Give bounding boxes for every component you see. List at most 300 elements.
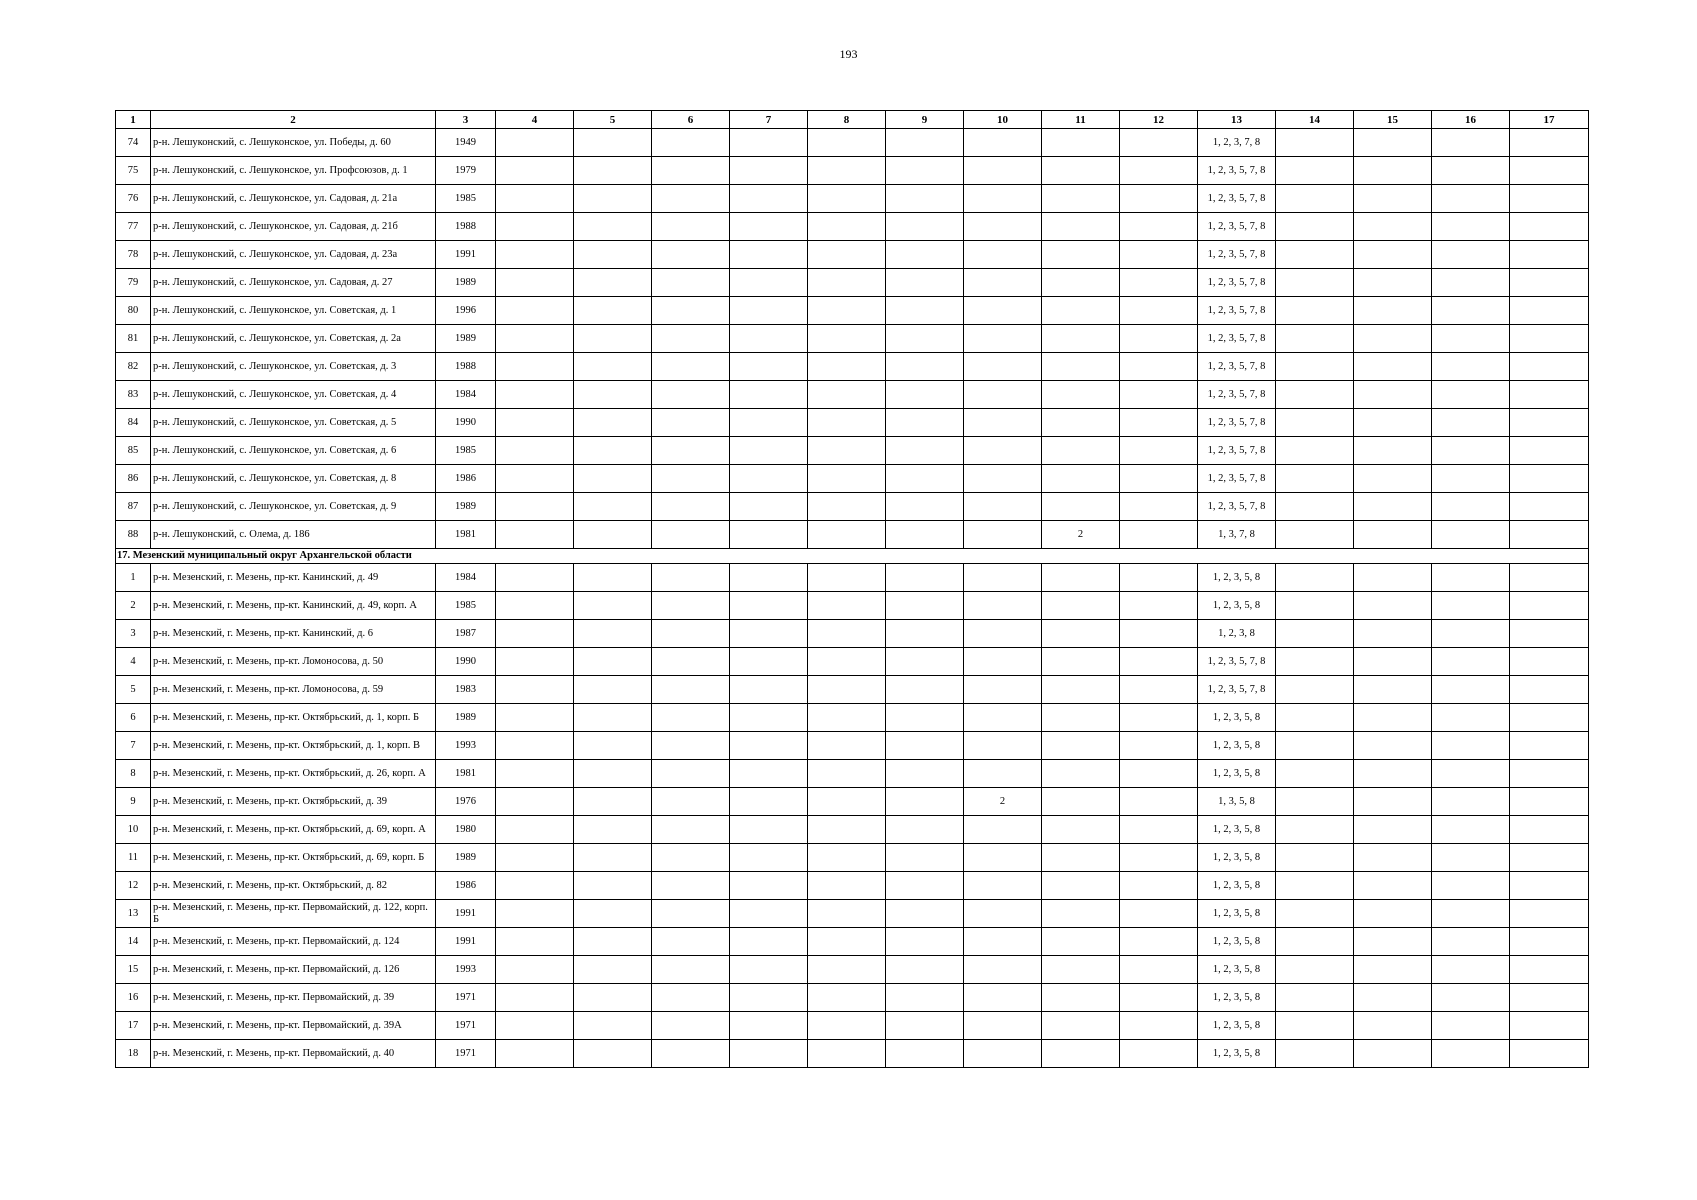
row-number-cell: 1	[116, 564, 151, 592]
table-cell	[496, 648, 574, 676]
table-cell	[1276, 325, 1354, 353]
table-cell	[574, 984, 652, 1012]
table-cell	[574, 928, 652, 956]
col11-cell	[1042, 704, 1120, 732]
table-cell	[1354, 760, 1432, 788]
table-cell	[1120, 213, 1198, 241]
table-row	[116, 1012, 1589, 1040]
year-cell: 1993	[436, 956, 496, 984]
table-cell	[1510, 157, 1589, 185]
table-cell	[574, 1012, 652, 1040]
table-row	[116, 676, 1589, 704]
address-cell: р-н. Мезенский, г. Мезень, пр-кт. Первомайский, д. 124	[151, 928, 436, 956]
col10-cell	[964, 185, 1042, 213]
table-cell	[886, 157, 964, 185]
table-cell	[496, 592, 574, 620]
year-cell: 1979	[436, 157, 496, 185]
address-cell: р-н. Лешуконский, с. Лешуконское, ул. Садовая, д. 21б	[151, 213, 436, 241]
table-cell	[496, 956, 574, 984]
col11-cell	[1042, 816, 1120, 844]
work-types-cell: 1, 2, 3, 5, 8	[1198, 872, 1276, 900]
table-cell	[1510, 984, 1589, 1012]
table-cell	[1354, 185, 1432, 213]
work-types-cell: 1, 2, 3, 5, 7, 8	[1198, 409, 1276, 437]
table-cell	[1510, 564, 1589, 592]
table-row	[116, 521, 1589, 549]
table-cell	[1354, 788, 1432, 816]
year-cell: 1986	[436, 465, 496, 493]
table-cell	[1432, 185, 1510, 213]
table-cell	[496, 844, 574, 872]
col10-cell	[964, 465, 1042, 493]
row-number-cell: 74	[116, 129, 151, 157]
table-cell	[496, 1040, 574, 1068]
row-number-cell: 75	[116, 157, 151, 185]
table-cell	[886, 129, 964, 157]
table-cell	[574, 465, 652, 493]
work-types-cell: 1, 2, 3, 5, 8	[1198, 928, 1276, 956]
col10-cell	[964, 676, 1042, 704]
table-cell	[1432, 704, 1510, 732]
table-cell	[1354, 648, 1432, 676]
table-cell	[652, 297, 730, 325]
work-types-cell: 1, 2, 3, 5, 7, 8	[1198, 213, 1276, 241]
address-cell: р-н. Мезенский, г. Мезень, пр-кт. Октябрьский, д. 69, корп. Б	[151, 844, 436, 872]
table-cell	[1432, 213, 1510, 241]
table-cell	[1432, 984, 1510, 1012]
table-cell	[1120, 872, 1198, 900]
table-cell	[652, 592, 730, 620]
year-cell: 1991	[436, 900, 496, 928]
col11-cell	[1042, 297, 1120, 325]
table-cell	[886, 241, 964, 269]
row-number-cell: 6	[116, 704, 151, 732]
col11-cell	[1042, 984, 1120, 1012]
col11-cell	[1042, 648, 1120, 676]
address-cell: р-н. Лешуконский, с. Лешуконское, ул. Советская, д. 5	[151, 409, 436, 437]
table-cell	[1276, 1012, 1354, 1040]
column-header: 13	[1198, 111, 1276, 129]
row-number-cell: 8	[116, 760, 151, 788]
col11-cell	[1042, 465, 1120, 493]
table-row	[116, 788, 1589, 816]
table-cell	[730, 564, 808, 592]
table-cell	[1510, 521, 1589, 549]
work-types-cell: 1, 2, 3, 5, 8	[1198, 956, 1276, 984]
col11-cell	[1042, 872, 1120, 900]
table-cell	[1510, 788, 1589, 816]
table-cell	[1432, 297, 1510, 325]
table-cell	[574, 732, 652, 760]
table-cell	[496, 437, 574, 465]
row-number-cell: 76	[116, 185, 151, 213]
table-cell	[1354, 129, 1432, 157]
table-row	[116, 493, 1589, 521]
year-cell: 1996	[436, 297, 496, 325]
table-row	[116, 564, 1589, 592]
table-cell	[496, 732, 574, 760]
col11-cell	[1042, 409, 1120, 437]
col11-cell	[1042, 1040, 1120, 1068]
table-cell	[1510, 872, 1589, 900]
table-cell	[652, 844, 730, 872]
year-cell: 1986	[436, 872, 496, 900]
table-cell	[730, 984, 808, 1012]
table-cell	[496, 297, 574, 325]
table-cell	[1276, 704, 1354, 732]
table-cell	[1510, 620, 1589, 648]
table-cell	[1120, 816, 1198, 844]
table-cell	[1276, 732, 1354, 760]
table-cell	[496, 900, 574, 928]
table-cell	[652, 437, 730, 465]
table-cell	[1276, 1040, 1354, 1068]
table-cell	[730, 732, 808, 760]
table-cell	[1354, 620, 1432, 648]
year-cell: 1989	[436, 269, 496, 297]
table-cell	[1276, 129, 1354, 157]
row-number-cell: 84	[116, 409, 151, 437]
year-cell: 1991	[436, 928, 496, 956]
table-row	[116, 465, 1589, 493]
table-cell	[1276, 648, 1354, 676]
table-cell	[496, 241, 574, 269]
year-cell: 1971	[436, 1012, 496, 1040]
table-cell	[1354, 213, 1432, 241]
table-cell	[1432, 872, 1510, 900]
year-cell: 1976	[436, 788, 496, 816]
table-header-row	[116, 111, 1589, 129]
table-cell	[574, 353, 652, 381]
table-cell	[652, 872, 730, 900]
work-types-cell: 1, 2, 3, 5, 8	[1198, 900, 1276, 928]
row-number-cell: 85	[116, 437, 151, 465]
col10-cell	[964, 732, 1042, 760]
year-cell: 1988	[436, 353, 496, 381]
table-cell	[808, 620, 886, 648]
table-cell	[1432, 844, 1510, 872]
table-cell	[808, 185, 886, 213]
address-cell: р-н. Мезенский, г. Мезень, пр-кт. Первомайский, д. 126	[151, 956, 436, 984]
table-cell	[574, 185, 652, 213]
work-types-cell: 1, 2, 3, 5, 8	[1198, 564, 1276, 592]
table-cell	[496, 213, 574, 241]
table-cell	[1432, 732, 1510, 760]
table-cell	[1354, 437, 1432, 465]
table-cell	[808, 592, 886, 620]
address-cell: р-н. Лешуконский, с. Лешуконское, ул. Садовая, д. 27	[151, 269, 436, 297]
work-types-cell: 1, 2, 3, 5, 7, 8	[1198, 648, 1276, 676]
table-cell	[730, 788, 808, 816]
address-cell: р-н. Мезенский, г. Мезень, пр-кт. Канинский, д. 49, корп. А	[151, 592, 436, 620]
work-types-cell: 1, 2, 3, 5, 7, 8	[1198, 185, 1276, 213]
table-cell	[652, 493, 730, 521]
year-cell: 1990	[436, 409, 496, 437]
address-cell: р-н. Лешуконский, с. Лешуконское, ул. Советская, д. 8	[151, 465, 436, 493]
work-types-cell: 1, 2, 3, 5, 8	[1198, 592, 1276, 620]
table-cell	[652, 381, 730, 409]
work-types-cell: 1, 2, 3, 5, 8	[1198, 1040, 1276, 1068]
table-cell	[886, 760, 964, 788]
table-cell	[496, 157, 574, 185]
table-cell	[808, 564, 886, 592]
col11-cell	[1042, 564, 1120, 592]
table-cell	[730, 872, 808, 900]
col11-cell	[1042, 213, 1120, 241]
table-cell	[1432, 269, 1510, 297]
table-cell	[1120, 900, 1198, 928]
table-cell	[496, 521, 574, 549]
table-cell	[574, 900, 652, 928]
table-cell	[652, 648, 730, 676]
table-row	[116, 984, 1589, 1012]
col10-cell	[964, 1040, 1042, 1068]
address-cell: р-н. Мезенский, г. Мезень, пр-кт. Октябрьский, д. 1, корп. В	[151, 732, 436, 760]
col11-cell	[1042, 437, 1120, 465]
table-cell	[574, 676, 652, 704]
column-header: 15	[1354, 111, 1432, 129]
address-cell: р-н. Мезенский, г. Мезень, пр-кт. Ломоносова, д. 59	[151, 676, 436, 704]
address-cell: р-н. Мезенский, г. Мезень, пр-кт. Первомайский, д. 40	[151, 1040, 436, 1068]
table-cell	[652, 269, 730, 297]
table-cell	[652, 409, 730, 437]
table-cell	[574, 816, 652, 844]
table-cell	[496, 564, 574, 592]
table-cell	[574, 956, 652, 984]
table-cell	[808, 325, 886, 353]
table-cell	[808, 269, 886, 297]
row-number-cell: 79	[116, 269, 151, 297]
row-number-cell: 83	[116, 381, 151, 409]
table-cell	[574, 564, 652, 592]
table-cell	[574, 872, 652, 900]
table-cell	[496, 269, 574, 297]
col11-cell	[1042, 592, 1120, 620]
column-header: 17	[1510, 111, 1589, 129]
table-cell	[886, 325, 964, 353]
col11-cell	[1042, 241, 1120, 269]
work-types-cell: 1, 2, 3, 5, 7, 8	[1198, 381, 1276, 409]
row-number-cell: 11	[116, 844, 151, 872]
table-cell	[1276, 437, 1354, 465]
table-cell	[574, 493, 652, 521]
work-types-cell: 1, 2, 3, 5, 8	[1198, 816, 1276, 844]
col11-cell	[1042, 493, 1120, 521]
table-cell	[496, 129, 574, 157]
table-cell	[1510, 465, 1589, 493]
table-cell	[808, 788, 886, 816]
column-header: 11	[1042, 111, 1120, 129]
table-cell	[574, 620, 652, 648]
table-cell	[1510, 844, 1589, 872]
table-cell	[808, 984, 886, 1012]
table-cell	[1120, 1040, 1198, 1068]
table-cell	[886, 816, 964, 844]
work-types-cell: 1, 2, 3, 5, 7, 8	[1198, 297, 1276, 325]
address-cell: р-н. Мезенский, г. Мезень, пр-кт. Канинский, д. 6	[151, 620, 436, 648]
row-number-cell: 18	[116, 1040, 151, 1068]
table-cell	[1432, 325, 1510, 353]
table-row	[116, 844, 1589, 872]
col10-cell	[964, 928, 1042, 956]
year-cell: 1991	[436, 241, 496, 269]
table-cell	[1276, 984, 1354, 1012]
table-cell	[1510, 381, 1589, 409]
col10-cell: 2	[964, 788, 1042, 816]
table-cell	[1510, 592, 1589, 620]
table-cell	[1276, 816, 1354, 844]
row-number-cell: 9	[116, 788, 151, 816]
year-cell: 1990	[436, 648, 496, 676]
table-cell	[1120, 788, 1198, 816]
table-cell	[1432, 129, 1510, 157]
col10-cell	[964, 900, 1042, 928]
table-cell	[1432, 564, 1510, 592]
section-title: 17. Мезенский муниципальный округ Архангельской области	[116, 549, 1589, 564]
table-cell	[652, 816, 730, 844]
table-cell	[730, 620, 808, 648]
col10-cell	[964, 325, 1042, 353]
table-cell	[574, 381, 652, 409]
row-number-cell: 14	[116, 928, 151, 956]
table-cell	[496, 788, 574, 816]
address-cell: р-н. Лешуконский, с. Олема, д. 186	[151, 521, 436, 549]
table-cell	[1354, 676, 1432, 704]
table-cell	[496, 984, 574, 1012]
table-cell	[1510, 956, 1589, 984]
table-cell	[574, 241, 652, 269]
column-header: 4	[496, 111, 574, 129]
table-cell	[808, 437, 886, 465]
address-cell: р-н. Мезенский, г. Мезень, пр-кт. Ломоносова, д. 50	[151, 648, 436, 676]
table-cell	[1432, 353, 1510, 381]
col11-cell	[1042, 157, 1120, 185]
table-cell	[1276, 872, 1354, 900]
table-cell	[1432, 157, 1510, 185]
table-cell	[1354, 900, 1432, 928]
table-cell	[808, 900, 886, 928]
table-cell	[730, 760, 808, 788]
address-cell: р-н. Лешуконский, с. Лешуконское, ул. Победы, д. 60	[151, 129, 436, 157]
table-cell	[1432, 592, 1510, 620]
table-cell	[730, 465, 808, 493]
column-header: 12	[1120, 111, 1198, 129]
table-cell	[1354, 493, 1432, 521]
table-cell	[886, 353, 964, 381]
table-cell	[730, 157, 808, 185]
table-cell	[652, 732, 730, 760]
table-cell	[652, 325, 730, 353]
table-cell	[1120, 956, 1198, 984]
table-cell	[1276, 381, 1354, 409]
col11-cell	[1042, 325, 1120, 353]
col11-cell	[1042, 900, 1120, 928]
table-cell	[652, 956, 730, 984]
year-cell: 1985	[436, 592, 496, 620]
table-cell	[808, 732, 886, 760]
table-cell	[574, 437, 652, 465]
col11-cell	[1042, 1012, 1120, 1040]
table-cell	[652, 1040, 730, 1068]
table-cell	[1510, 129, 1589, 157]
table-cell	[1432, 521, 1510, 549]
address-cell: р-н. Мезенский, г. Мезень, пр-кт. Первомайский, д. 39А	[151, 1012, 436, 1040]
address-cell: р-н. Лешуконский, с. Лешуконское, ул. Садовая, д. 21а	[151, 185, 436, 213]
year-cell: 1989	[436, 844, 496, 872]
table-cell	[1120, 732, 1198, 760]
table-cell	[886, 185, 964, 213]
address-cell: р-н. Мезенский, г. Мезень, пр-кт. Первомайский, д. 122, корп. Б	[151, 900, 436, 928]
table-cell	[1432, 241, 1510, 269]
row-number-cell: 13	[116, 900, 151, 928]
table-cell	[808, 872, 886, 900]
col11-cell: 2	[1042, 521, 1120, 549]
table-cell	[1120, 984, 1198, 1012]
row-number-cell: 80	[116, 297, 151, 325]
table-row	[116, 732, 1589, 760]
address-cell: р-н. Мезенский, г. Мезень, пр-кт. Октябрьский, д. 82	[151, 872, 436, 900]
column-header: 2	[151, 111, 436, 129]
table-cell	[1276, 844, 1354, 872]
table-cell	[496, 409, 574, 437]
table-row	[116, 648, 1589, 676]
table-body	[116, 129, 1589, 1068]
year-cell: 1984	[436, 381, 496, 409]
year-cell: 1980	[436, 816, 496, 844]
row-number-cell: 7	[116, 732, 151, 760]
work-types-cell: 1, 2, 3, 5, 8	[1198, 844, 1276, 872]
column-header: 1	[116, 111, 151, 129]
column-header: 7	[730, 111, 808, 129]
table-cell	[730, 676, 808, 704]
table-cell	[730, 353, 808, 381]
table-cell	[1120, 325, 1198, 353]
year-cell: 1984	[436, 564, 496, 592]
table-cell	[496, 620, 574, 648]
table-cell	[730, 241, 808, 269]
table-cell	[730, 185, 808, 213]
col10-cell	[964, 620, 1042, 648]
table-cell	[730, 900, 808, 928]
work-types-cell: 1, 3, 7, 8	[1198, 521, 1276, 549]
table-cell	[730, 437, 808, 465]
col11-cell	[1042, 353, 1120, 381]
table-cell	[886, 732, 964, 760]
table-cell	[808, 521, 886, 549]
table-cell	[1354, 409, 1432, 437]
table-cell	[1120, 704, 1198, 732]
table-cell	[496, 872, 574, 900]
table-cell	[730, 521, 808, 549]
year-cell: 1985	[436, 437, 496, 465]
row-number-cell: 17	[116, 1012, 151, 1040]
row-number-cell: 77	[116, 213, 151, 241]
column-header: 14	[1276, 111, 1354, 129]
table-row	[116, 592, 1589, 620]
section-header-row	[116, 549, 1589, 564]
table-cell	[1354, 297, 1432, 325]
table-cell	[1120, 844, 1198, 872]
table-cell	[574, 592, 652, 620]
table-cell	[1120, 493, 1198, 521]
work-types-cell: 1, 3, 5, 8	[1198, 788, 1276, 816]
table-cell	[1120, 620, 1198, 648]
register-table	[115, 110, 1589, 1068]
table-cell	[808, 1040, 886, 1068]
table-cell	[1432, 816, 1510, 844]
table-cell	[652, 900, 730, 928]
table-cell	[1432, 437, 1510, 465]
